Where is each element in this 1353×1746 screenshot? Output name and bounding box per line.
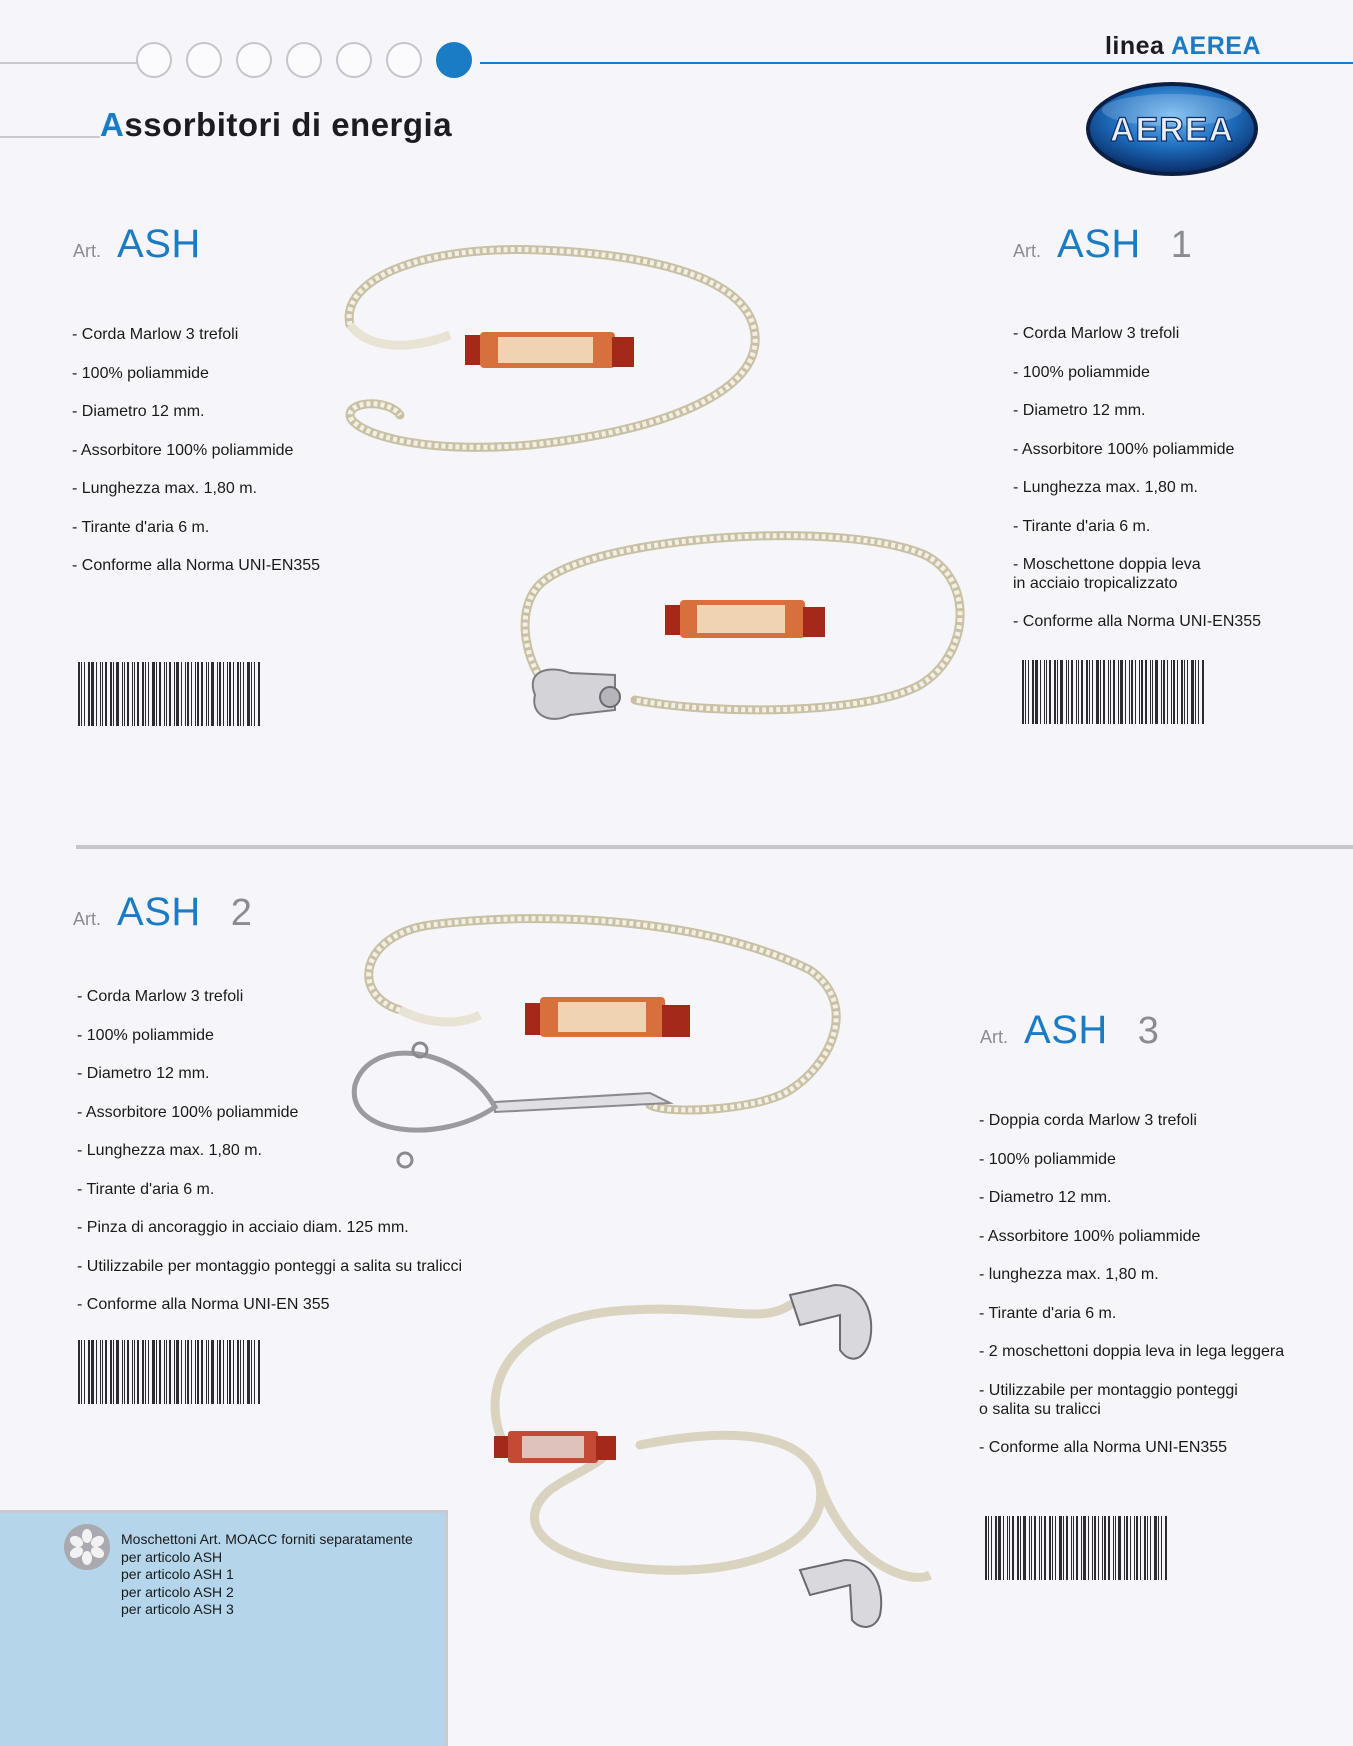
barcode-bar	[191, 662, 192, 726]
barcode-bar	[1052, 1516, 1053, 1580]
barcode-bar	[206, 1340, 207, 1404]
section-divider	[76, 845, 1353, 849]
barcode-bar	[1154, 1516, 1157, 1580]
barcode-bar	[1086, 660, 1088, 724]
note-line: per articolo ASH 3	[121, 1601, 234, 1617]
page-dot	[136, 42, 172, 78]
feature-item: - Diametro 12 mm.	[979, 1189, 1112, 1206]
barcode-bar	[78, 1340, 80, 1404]
barcode-bar	[137, 662, 139, 726]
barcode-bar	[1167, 660, 1168, 724]
feature-item: - Tirante d'aria 6 m.	[1013, 517, 1151, 535]
barcode-bar	[1118, 1516, 1121, 1580]
barcode-bar	[1078, 660, 1079, 724]
barcode-bar	[247, 662, 250, 726]
barcode-bar	[169, 1340, 171, 1404]
header-rule-right	[480, 62, 1353, 64]
asterisk-icon	[63, 1523, 111, 1571]
barcode-bar	[1035, 660, 1038, 724]
barcode-bar	[1081, 1516, 1082, 1580]
feature-item: - Corda Marlow 3 trefoli	[77, 988, 244, 1005]
barcode-bar	[1054, 660, 1056, 724]
barcode-bar	[1071, 660, 1073, 724]
feature-item: - Conforme alla Norma UNI-EN355	[979, 1438, 1228, 1456]
barcode-bar	[1060, 660, 1063, 724]
feature-item: - Diametro 12 mm.	[77, 1065, 210, 1082]
barcode-bar	[1136, 1516, 1138, 1580]
barcode-bar	[1131, 660, 1133, 724]
barcode-bar	[1102, 1516, 1103, 1580]
barcode-bar	[988, 1516, 989, 1580]
barcode-bar	[148, 662, 149, 726]
art-label: Art.	[73, 909, 102, 929]
barcode-bar	[243, 1340, 244, 1404]
barcode-bar	[1017, 1516, 1019, 1580]
barcode-bar	[208, 662, 209, 726]
barcode-bar	[1155, 660, 1158, 724]
barcode	[1022, 660, 1205, 724]
barcode-bar	[1139, 660, 1140, 724]
barcode-bar	[1083, 1516, 1086, 1580]
article-ash1-heading	[1013, 222, 1192, 267]
barcode-bar	[145, 662, 146, 726]
barcode-bar	[116, 662, 119, 726]
ash-product-image	[330, 240, 770, 460]
barcode-bar	[113, 662, 114, 726]
art-code: ASH	[1024, 1008, 1108, 1052]
barcode-bar	[187, 662, 189, 726]
barcode-bar	[1150, 1516, 1151, 1580]
feature-item: - Conforme alla Norma UNI-EN 355	[77, 1296, 330, 1313]
barcode-bar	[995, 1516, 997, 1580]
barcode-bar	[122, 662, 123, 726]
barcode-bar	[1120, 660, 1123, 724]
header-rule-left	[0, 62, 140, 64]
barcode-bar	[100, 1340, 101, 1404]
barcode	[78, 1340, 261, 1404]
barcode-bar	[122, 1340, 123, 1404]
barcode-bar	[1040, 660, 1041, 724]
feature-item: - Assorbitore 100% poliammide	[979, 1227, 1201, 1245]
barcode-bar	[105, 1340, 107, 1404]
barcode-bar	[102, 1340, 103, 1404]
barcode-bar	[1103, 660, 1105, 724]
barcode-bar	[174, 662, 175, 726]
barcode-bar	[1034, 1516, 1036, 1580]
article-ash3-heading	[980, 1008, 1159, 1053]
barcode-bar	[1184, 660, 1185, 724]
barcode-bar	[254, 1340, 255, 1404]
barcode-bar	[1140, 1516, 1141, 1580]
barcode-bar	[1113, 1516, 1114, 1580]
barcode-bar	[113, 1340, 114, 1404]
barcode-bar	[1089, 660, 1090, 724]
art-number: 2	[230, 892, 252, 934]
feature-item: - 100% poliammide	[72, 364, 209, 382]
barcode-bar	[78, 662, 80, 726]
barcode-bar	[1044, 1516, 1046, 1580]
barcode-bar	[164, 1340, 165, 1404]
barcode-bar	[1039, 1516, 1040, 1580]
barcode-bar	[134, 662, 135, 726]
barcode-bar	[181, 662, 182, 726]
barcode-bar	[1181, 660, 1183, 724]
barcode-bar	[84, 1340, 85, 1404]
note-line: per articolo ASH	[121, 1548, 223, 1565]
barcode-bar	[81, 662, 82, 726]
barcode-bar	[991, 1516, 992, 1580]
barcode-bar	[247, 1340, 250, 1404]
barcode-bar	[1150, 660, 1151, 724]
art-code: ASH	[1057, 222, 1141, 266]
barcode-bar	[1134, 1516, 1135, 1580]
feature-item: - Tirante d'aria 6 m.	[979, 1304, 1117, 1322]
barcode-bar	[251, 1340, 252, 1404]
feature-item: - Tirante d'aria 6 m.	[77, 1180, 215, 1198]
barcode-bar	[985, 1516, 987, 1580]
page-dot-active	[436, 42, 472, 78]
barcode	[78, 662, 261, 726]
ash2-product-image	[350, 915, 850, 1175]
barcode-bar	[1104, 1516, 1106, 1580]
barcode-bar	[1118, 660, 1119, 724]
barcode-bar	[1173, 660, 1175, 724]
feature-item: - Conforme alla Norma UNI-EN355	[72, 557, 321, 574]
barcode-bar	[164, 662, 165, 726]
barcode-bar	[1022, 660, 1024, 724]
barcode-bar	[96, 1340, 97, 1404]
barcode-bar	[181, 1340, 182, 1404]
barcode-bar	[1009, 1516, 1010, 1580]
barcode-bar	[197, 1340, 199, 1404]
feature-item: - Corda Marlow 3 trefoli	[72, 326, 239, 343]
barcode-bar	[134, 1340, 135, 1404]
barcode-bar	[1023, 1516, 1026, 1580]
page-dot	[386, 42, 422, 78]
barcode-bar	[1135, 660, 1136, 724]
barcode-bar	[1158, 1516, 1159, 1580]
barcode-bar	[217, 1340, 218, 1404]
barcode-bar	[1126, 1516, 1128, 1580]
barcode-bar	[1076, 660, 1077, 724]
barcode-bar	[88, 662, 90, 726]
feature-item: - Assorbitore 100% poliammide	[77, 1103, 299, 1121]
barcode-bar	[1066, 1516, 1068, 1580]
barcode-bar	[998, 1516, 1001, 1580]
barcode-bar	[1028, 660, 1029, 724]
barcode-bar	[233, 1340, 234, 1404]
barcode-bar	[1071, 1516, 1072, 1580]
barcode-bar	[110, 662, 112, 726]
feature-item: - Assorbitore 100% poliammide	[72, 441, 294, 459]
feature-item: - Conforme alla Norma UNI-EN355	[1013, 613, 1262, 630]
barcode-bar	[1068, 660, 1069, 724]
feature-item: - Diametro 12 mm.	[1013, 402, 1146, 419]
feature-item: - Utilizzabile per montaggio ponteggi o salita su tralicci	[979, 1381, 1238, 1418]
feature-item: - 2 moschettoni doppia leva in lega leggera	[979, 1343, 1285, 1360]
barcode-bar	[1144, 1516, 1146, 1580]
barcode-bar	[227, 1340, 228, 1404]
barcode-bar	[166, 662, 167, 726]
feature-item: - Assorbitore 100% poliammide	[1013, 440, 1235, 458]
barcode-bar	[1096, 660, 1099, 724]
barcode-bar	[142, 662, 144, 726]
barcode-bar	[258, 662, 260, 726]
barcode-bar	[185, 662, 186, 726]
barcode-bar	[1152, 660, 1153, 724]
barcode-bar	[110, 1340, 112, 1404]
feature-item: - Diametro 12 mm.	[72, 403, 205, 420]
ash1-product-image	[515, 525, 975, 735]
barcode-bar	[159, 1340, 161, 1404]
barcode-bar	[1198, 660, 1199, 724]
barcode-bar	[187, 1340, 189, 1404]
art-code: ASH	[117, 890, 201, 934]
barcode-bar	[240, 1340, 241, 1404]
article-ash2-heading	[73, 890, 252, 935]
barcode-bar	[201, 662, 203, 726]
barcode-bar	[251, 662, 252, 726]
page-title	[100, 106, 452, 144]
barcode-bar	[142, 1340, 144, 1404]
barcode-bar	[1113, 660, 1115, 724]
feature-item: - 100% poliammide	[979, 1150, 1116, 1168]
barcode-bar	[1163, 660, 1165, 724]
barcode-bar	[1092, 1516, 1093, 1580]
barcode-bar	[1020, 1516, 1021, 1580]
barcode-bar	[88, 1340, 90, 1404]
barcode-bar	[174, 1340, 175, 1404]
barcode-bar	[1100, 660, 1101, 724]
barcode-bar	[1032, 660, 1034, 724]
brand-line	[1105, 32, 1261, 61]
barcode-bar	[185, 1340, 186, 1404]
barcode-bar	[1088, 1516, 1089, 1580]
barcode-bar	[223, 1340, 224, 1404]
barcode-bar	[152, 662, 155, 726]
page-dot	[286, 42, 322, 78]
barcode-bar	[124, 662, 125, 726]
logo-text: AEREA	[1109, 111, 1235, 149]
article-ash-features	[72, 325, 320, 595]
barcode-bar	[1092, 660, 1093, 724]
barcode-bar	[1124, 1516, 1125, 1580]
page-indicator	[136, 42, 472, 78]
barcode-bar	[1049, 1516, 1051, 1580]
barcode-bar	[1177, 660, 1178, 724]
barcode-bar	[132, 1340, 133, 1404]
barcode-bar	[1125, 660, 1126, 724]
barcode-bar	[1025, 660, 1026, 724]
page-dot	[236, 42, 272, 78]
page-dot	[336, 42, 372, 78]
barcode-bar	[240, 662, 241, 726]
barcode-bar	[1031, 1516, 1032, 1580]
barcode-bar	[148, 1340, 149, 1404]
feature-item: - Lunghezza max. 1,80 m.	[72, 480, 257, 497]
barcode-bar	[1007, 1516, 1008, 1580]
barcode-bar	[137, 1340, 139, 1404]
article-ash1-features	[1013, 324, 1261, 651]
barcode-bar	[1029, 1516, 1030, 1580]
aerea-logo	[1084, 80, 1260, 178]
feature-item: - Corda Marlow 3 trefoli	[1013, 325, 1180, 342]
barcode-bar	[208, 1340, 209, 1404]
barcode-bar	[116, 1340, 119, 1404]
page-title-rest: ssorbitori di energia	[124, 106, 453, 143]
barcode-bar	[127, 662, 129, 726]
feature-item: - Tirante d'aria 6 m.	[72, 518, 210, 536]
art-number: 3	[1137, 1010, 1159, 1052]
barcode-bar	[201, 1340, 203, 1404]
barcode-bar	[1129, 660, 1130, 724]
barcode-bar	[124, 1340, 125, 1404]
art-code: ASH	[117, 222, 201, 266]
barcode-bar	[237, 662, 239, 726]
feature-item: - Lunghezza max. 1,80 m.	[1013, 479, 1198, 496]
barcode-bar	[1108, 1516, 1110, 1580]
barcode-bar	[1108, 660, 1109, 724]
barcode-bar	[152, 1340, 155, 1404]
barcode-bar	[1191, 660, 1194, 724]
note-text	[121, 1531, 413, 1619]
barcode-bar	[156, 1340, 157, 1404]
barcode-bar	[211, 1340, 214, 1404]
barcode-bar	[1202, 660, 1204, 724]
art-label: Art.	[980, 1027, 1009, 1047]
barcode-bar	[217, 662, 218, 726]
barcode-bar	[1098, 1516, 1099, 1580]
barcode-bar	[1094, 1516, 1096, 1580]
barcode-bar	[100, 662, 101, 726]
barcode-bar	[227, 662, 228, 726]
page-title-initial: A	[100, 106, 125, 143]
barcode-bar	[1046, 660, 1047, 724]
feature-item: - 100% poliammide	[1013, 363, 1150, 381]
barcode-bar	[1165, 1516, 1167, 1580]
barcode-bar	[1063, 1516, 1064, 1580]
barcode-bar	[1041, 1516, 1042, 1580]
barcode-bar	[219, 662, 221, 726]
barcode	[985, 1516, 1168, 1580]
barcode-bar	[1187, 660, 1188, 724]
feature-item: - Utilizzabile per montaggio ponteggi a salita su tralicci	[77, 1257, 463, 1275]
barcode-bar	[132, 662, 133, 726]
barcode-bar	[1130, 1516, 1131, 1580]
barcode-bar	[1057, 660, 1058, 724]
barcode-bar	[176, 1340, 179, 1404]
barcode-bar	[166, 1340, 167, 1404]
barcode-bar	[1066, 660, 1067, 724]
barcode-bar	[1171, 660, 1172, 724]
barcode-bar	[84, 662, 85, 726]
note-line: Moschettoni Art. MOACC forniti separatamente	[121, 1531, 413, 1547]
barcode-bar	[169, 662, 171, 726]
barcode-bar	[1141, 660, 1143, 724]
barcode-bar	[102, 662, 103, 726]
art-number: 1	[1170, 224, 1192, 266]
barcode-bar	[91, 662, 94, 726]
feature-item: - Pinza di ancoraggio in acciaio diam. 125 mm.	[77, 1219, 409, 1236]
barcode-bar	[1012, 1516, 1014, 1580]
barcode-bar	[254, 662, 255, 726]
barcode-bar	[1145, 660, 1147, 724]
title-rule	[0, 136, 100, 138]
barcode-bar	[195, 662, 196, 726]
barcode-bar	[1059, 1516, 1062, 1580]
art-label: Art.	[1013, 241, 1042, 261]
barcode-bar	[81, 1340, 82, 1404]
barcode-bar	[145, 1340, 146, 1404]
barcode-bar	[91, 1340, 94, 1404]
barcode-bar	[191, 1340, 192, 1404]
barcode-bar	[229, 1340, 231, 1404]
barcode-bar	[127, 1340, 129, 1404]
feature-item: - Doppia corda Marlow 3 trefoli	[979, 1112, 1197, 1129]
barcode-bar	[233, 662, 234, 726]
feature-item: - Moschettone doppia leva in acciaio tropicalizzato	[1013, 556, 1201, 592]
feature-item: - Lunghezza max. 1,80 m.	[77, 1142, 262, 1159]
brand-highlight: AEREA	[1170, 32, 1261, 60]
barcode-bar	[1073, 1516, 1074, 1580]
barcode-bar	[1076, 1516, 1078, 1580]
note-line: per articolo ASH 1	[121, 1566, 234, 1582]
ash3-product-image	[490, 1285, 940, 1625]
barcode-bar	[1147, 1516, 1148, 1580]
barcode-bar	[1049, 660, 1051, 724]
barcode-bar	[211, 662, 214, 726]
art-label: Art.	[73, 241, 102, 261]
barcode-bar	[176, 662, 179, 726]
barcode-bar	[1161, 1516, 1162, 1580]
barcode-bar	[223, 662, 224, 726]
barcode-bar	[219, 1340, 221, 1404]
brand-prefix: linea	[1104, 32, 1165, 60]
note-line: per articolo ASH 2	[121, 1583, 234, 1600]
barcode-bar	[258, 1340, 260, 1404]
barcode-bar	[1081, 660, 1083, 724]
barcode-bar	[237, 1340, 239, 1404]
barcode-bar	[243, 662, 244, 726]
barcode-bar	[96, 662, 97, 726]
feature-item: - lunghezza max. 1,80 m.	[979, 1266, 1159, 1283]
barcode-bar	[1195, 660, 1196, 724]
barcode-bar	[1055, 1516, 1056, 1580]
page-dot	[186, 42, 222, 78]
barcode-bar	[1110, 660, 1111, 724]
barcode-bar	[1044, 660, 1045, 724]
barcode-bar	[229, 662, 231, 726]
barcode-bar	[1115, 1516, 1116, 1580]
feature-item: - 100% poliammide	[77, 1026, 214, 1044]
barcode-bar	[197, 662, 199, 726]
barcode-bar	[1003, 1516, 1004, 1580]
barcode-bar	[105, 662, 107, 726]
barcode-bar	[206, 662, 207, 726]
barcode-bar	[156, 662, 157, 726]
barcode-bar	[1161, 660, 1162, 724]
article-ash-heading	[73, 222, 201, 267]
article-ash3-features	[979, 1111, 1284, 1476]
barcode-bar	[159, 662, 161, 726]
barcode-bar	[195, 1340, 196, 1404]
